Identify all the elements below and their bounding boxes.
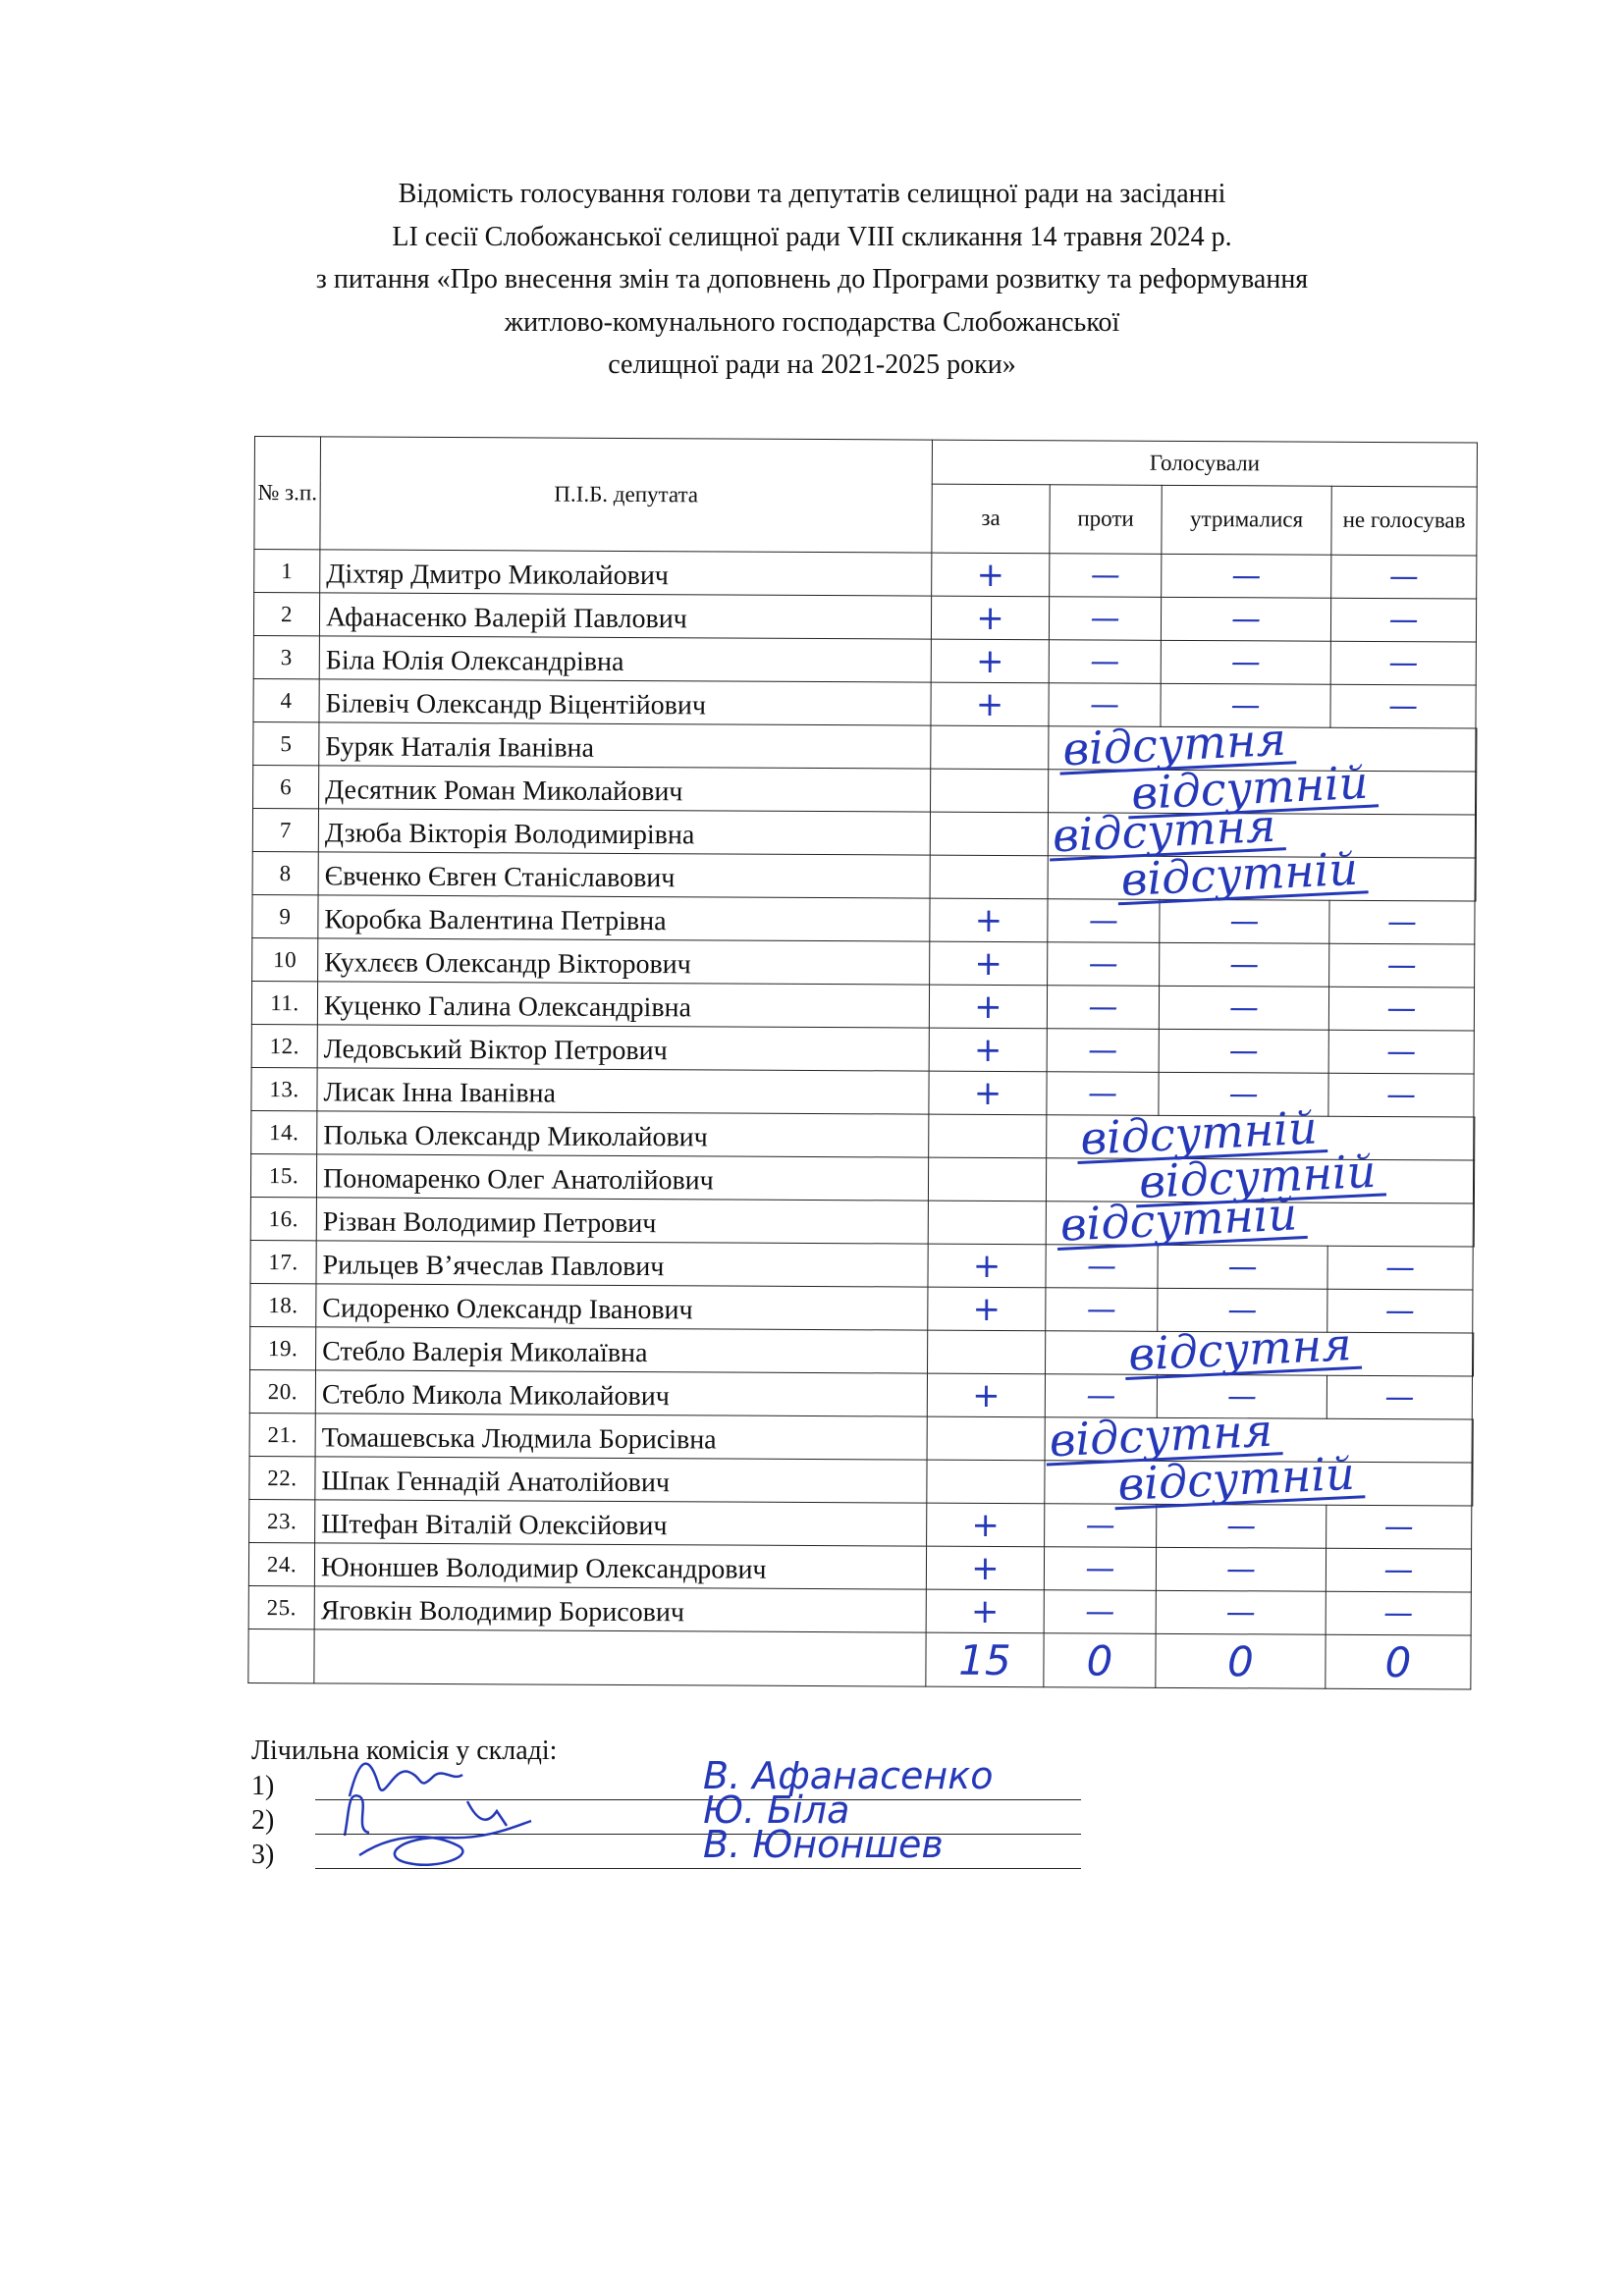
deputy-name: Лисак Інна Іванівна: [317, 1068, 929, 1114]
vote-not-voted-mark: —: [1331, 555, 1477, 599]
row-number: 5: [253, 721, 319, 765]
absent-note: відсутня: [1048, 802, 1287, 861]
row-number: 9: [252, 894, 318, 937]
deputy-name: Томашевська Людмила Борисівна: [315, 1414, 927, 1460]
vote-abstained-mark: —: [1158, 1245, 1327, 1289]
deputy-name: Стебло Микола Миколайович: [315, 1370, 927, 1416]
vote-for-mark: +: [931, 682, 1049, 726]
vote-abstained-mark: —: [1157, 1504, 1326, 1548]
vote-row: [253, 678, 1477, 728]
vote-row: [251, 1067, 1475, 1117]
row-number: 6: [253, 765, 319, 808]
col-header-against: проти: [1050, 485, 1162, 555]
vote-not-voted-mark: —: [1328, 1030, 1474, 1074]
vote-abstained-mark: —: [1161, 683, 1330, 727]
vote-row: [249, 1499, 1473, 1549]
vote-for-mark: +: [932, 553, 1050, 597]
vote-row: [253, 593, 1477, 643]
member-name: В. Афанасенко: [703, 1754, 994, 1797]
row-number: 15.: [250, 1153, 316, 1197]
member-name: В. Юноншев: [703, 1823, 944, 1866]
row-number: 24.: [248, 1542, 314, 1585]
vote-not-voted-mark: —: [1328, 987, 1474, 1031]
vote-row: [250, 1197, 1474, 1247]
vote-row: [252, 894, 1476, 944]
vote-for-mark: +: [926, 1546, 1044, 1590]
vote-for-mark: +: [929, 985, 1047, 1029]
vote-row: [252, 808, 1476, 858]
vote-row: [252, 851, 1476, 901]
vote-row: [249, 1413, 1473, 1463]
col-header-not-voted: не голосував: [1331, 486, 1477, 556]
vote-row: [250, 1153, 1474, 1203]
deputy-name: Стебло Валерія Миколаївна: [316, 1327, 928, 1373]
header-line: Відомість голосування голови та депутатів селищної ради на засіданні: [398, 179, 1226, 209]
deputy-name: Діхтяр Дмитро Миколайович: [320, 550, 932, 596]
commission-title: Лічильна комісія у складі:: [251, 1735, 558, 1766]
absent-note: відсутній: [1075, 1104, 1327, 1164]
row-number: 12.: [251, 1024, 317, 1067]
deputy-name: Штефан Віталій Олексійович: [315, 1500, 927, 1546]
deputy-name: Євченко Євген Станіславович: [318, 852, 930, 898]
row-number: 11.: [251, 981, 317, 1024]
vote-row: [248, 1542, 1472, 1592]
deputy-name: Дзюба Вікторія Володимирівна: [318, 809, 930, 855]
vote-not-voted-mark: —: [1330, 598, 1476, 642]
vote-row: [249, 1456, 1473, 1506]
col-header-num: № з.п.: [254, 437, 321, 550]
vote-abstained-mark: —: [1160, 942, 1329, 987]
totals-row: [248, 1629, 1472, 1689]
row-number: 20.: [249, 1369, 315, 1413]
vote-not-voted-mark: —: [1329, 900, 1475, 944]
deputy-name: Сидоренко Олександр Іванович: [316, 1284, 928, 1330]
deputy-name: Полька Олександр Миколайович: [317, 1111, 929, 1157]
deputy-name: Яговкін Володимир Борисович: [314, 1586, 926, 1632]
vote-against-mark: —: [1048, 942, 1160, 987]
vote-row: [250, 1326, 1474, 1376]
member-index: 1): [251, 1771, 275, 1801]
vote-row: [253, 635, 1477, 685]
vote-abstained-mark: —: [1160, 899, 1329, 943]
vote-against-mark: —: [1049, 597, 1161, 641]
deputy-name: Білевіч Олександр Віцентійович: [319, 679, 931, 725]
vote-for-mark: +: [929, 1071, 1047, 1115]
vote-abstained-mark: —: [1161, 640, 1330, 684]
vote-abstained-mark: —: [1159, 1072, 1328, 1116]
vote-for-mark: +: [931, 596, 1049, 640]
row-number: 7: [252, 808, 318, 851]
row-number: 10: [252, 937, 318, 981]
vote-row: [249, 1369, 1473, 1419]
deputy-name: Ледовський Віктор Петрович: [317, 1025, 929, 1071]
vote-abstained-mark: —: [1158, 1288, 1327, 1332]
deputy-name: Коробка Валентина Петрівна: [318, 895, 930, 941]
vote-against-mark: —: [1047, 986, 1159, 1030]
vote-against-mark: —: [1049, 640, 1161, 684]
row-number: 8: [252, 851, 318, 894]
row-number: 18.: [250, 1283, 316, 1326]
vote-abstained-mark: —: [1159, 1029, 1328, 1073]
vote-against-mark: —: [1047, 1029, 1159, 1073]
deputy-name: Куценко Галина Олександрівна: [317, 982, 929, 1028]
col-header-name: П.І.Б. депутата: [320, 437, 933, 553]
vote-not-voted-mark: —: [1326, 1375, 1472, 1419]
member-index: 3): [251, 1840, 275, 1870]
row-number: 25.: [248, 1585, 314, 1629]
total-against: 0: [1044, 1633, 1156, 1688]
vote-against-mark: —: [1045, 1504, 1157, 1548]
vote-for-mark: +: [928, 1244, 1046, 1288]
row-number: 1: [254, 550, 320, 593]
vote-abstained-mark: —: [1162, 554, 1331, 598]
vote-row: [250, 1283, 1474, 1333]
vote-abstained-mark: —: [1159, 986, 1328, 1030]
row-number: 22.: [249, 1456, 315, 1499]
row-number: 16.: [250, 1197, 316, 1240]
vote-for-mark: +: [926, 1589, 1044, 1633]
row-number: 13.: [251, 1067, 317, 1110]
vote-not-voted-mark: —: [1327, 1246, 1473, 1290]
deputy-name: Буряк Наталія Іванівна: [319, 722, 931, 769]
vote-row: [251, 1110, 1475, 1160]
vote-row: [252, 937, 1476, 988]
vote-not-voted-mark: —: [1326, 1548, 1471, 1592]
member-index: 2): [251, 1805, 275, 1836]
total-for: 15: [926, 1632, 1044, 1687]
signature-line: [315, 1868, 1081, 1869]
vote-row: [248, 1585, 1472, 1635]
total-not-voted: 0: [1326, 1634, 1471, 1689]
row-number: 23.: [249, 1499, 315, 1542]
absent-note: відсутній: [1056, 1191, 1308, 1251]
vote-row: [253, 721, 1477, 772]
absent-note: відсутня: [1057, 716, 1297, 774]
absent-note: відсутня: [1123, 1321, 1363, 1380]
vote-for-mark: +: [929, 1028, 1047, 1072]
vote-abstained-mark: —: [1156, 1547, 1326, 1591]
vote-for-mark: +: [930, 941, 1048, 986]
vote-not-voted-mark: —: [1326, 1505, 1472, 1549]
total-abstained: 0: [1156, 1633, 1326, 1688]
absent-note: відсутній: [1112, 1450, 1365, 1510]
vote-table: [247, 436, 1479, 1690]
header-line: житлово-комунального господарства Слобожанської: [504, 306, 1120, 338]
vote-for-mark: +: [930, 898, 1048, 942]
vote-against-mark: —: [1046, 1245, 1158, 1289]
vote-not-voted-mark: —: [1327, 1289, 1473, 1333]
col-header-for: за: [932, 484, 1050, 554]
row-number: 21.: [249, 1413, 315, 1456]
document-header: [0, 173, 1624, 387]
counting-commission: [251, 1734, 1135, 1872]
vote-row: [253, 765, 1477, 815]
row-number: 14.: [251, 1110, 317, 1153]
vote-table-body: [248, 550, 1478, 1636]
row-number: 4: [253, 678, 319, 721]
vote-abstained-mark: —: [1157, 1374, 1326, 1418]
header-line: LI сесії Слобожанської селищної ради VIII скликання 14 травня 2024 р.: [392, 221, 1232, 252]
absent-note: відсутній: [1116, 845, 1369, 905]
vote-against-mark: —: [1049, 683, 1161, 727]
deputy-name: Афанасенко Валерій Павлович: [319, 593, 931, 639]
deputy-name: Десятник Роман Миколайович: [319, 766, 931, 812]
vote-against-mark: —: [1044, 1590, 1156, 1634]
vote-for-mark: +: [928, 1287, 1046, 1331]
vote-for-mark: +: [927, 1373, 1045, 1417]
vote-abstained-mark: —: [1161, 597, 1330, 641]
absent-note: відсутня: [1045, 1407, 1284, 1466]
row-number: 17.: [250, 1240, 316, 1283]
vote-against-mark: —: [1045, 1374, 1157, 1418]
vote-row: [250, 1240, 1474, 1290]
deputy-name: Шпак Геннадій Анатолійович: [315, 1457, 927, 1503]
vote-abstained-mark: —: [1156, 1590, 1326, 1634]
header-line: селищної ради на 2021-2025 роки»: [608, 349, 1016, 380]
vote-for-mark: +: [927, 1503, 1045, 1547]
absent-note: відсутній: [1134, 1148, 1386, 1207]
vote-not-voted-mark: —: [1329, 943, 1475, 988]
absent-note: відсутній: [1126, 759, 1379, 819]
vote-not-voted-mark: —: [1330, 641, 1476, 685]
vote-against-mark: —: [1044, 1547, 1156, 1591]
deputy-name: Різван Володимир Петрович: [316, 1198, 928, 1244]
vote-against-mark: —: [1048, 899, 1160, 943]
handwritten-signature: [340, 1816, 536, 1875]
col-header-voted: Голосували: [932, 440, 1477, 487]
vote-against-mark: —: [1047, 1072, 1159, 1116]
vote-row: [254, 550, 1478, 600]
vote-not-voted-mark: —: [1326, 1591, 1471, 1635]
deputy-name: Біла Юлія Олександрівна: [319, 636, 931, 682]
col-header-abstained: утрималися: [1162, 485, 1331, 555]
vote-row: [251, 981, 1475, 1031]
vote-not-voted-mark: —: [1330, 684, 1476, 728]
member-name: Ю. Біла: [703, 1789, 850, 1832]
vote-row: [251, 1024, 1475, 1074]
vote-against-mark: —: [1046, 1288, 1158, 1332]
row-number: 3: [253, 635, 319, 678]
commission-member-row: [251, 1823, 1135, 1872]
vote-not-voted-mark: —: [1328, 1073, 1474, 1117]
row-number: 19.: [250, 1326, 316, 1369]
header-line: з питання «Про внесення змін та доповнень до Програми розвитку та реформування: [315, 264, 1309, 294]
deputy-name: Рильцев В’ячеслав Павлович: [316, 1241, 928, 1287]
deputy-name: Пономаренко Олег Анатолійович: [316, 1154, 928, 1201]
vote-for-mark: +: [931, 639, 1049, 683]
row-number: 2: [253, 593, 319, 636]
deputy-name: Кухлєєв Олександр Вікторович: [318, 938, 930, 985]
vote-against-mark: —: [1050, 554, 1162, 598]
deputy-name: Юноншев Володимир Олександрович: [314, 1543, 926, 1589]
